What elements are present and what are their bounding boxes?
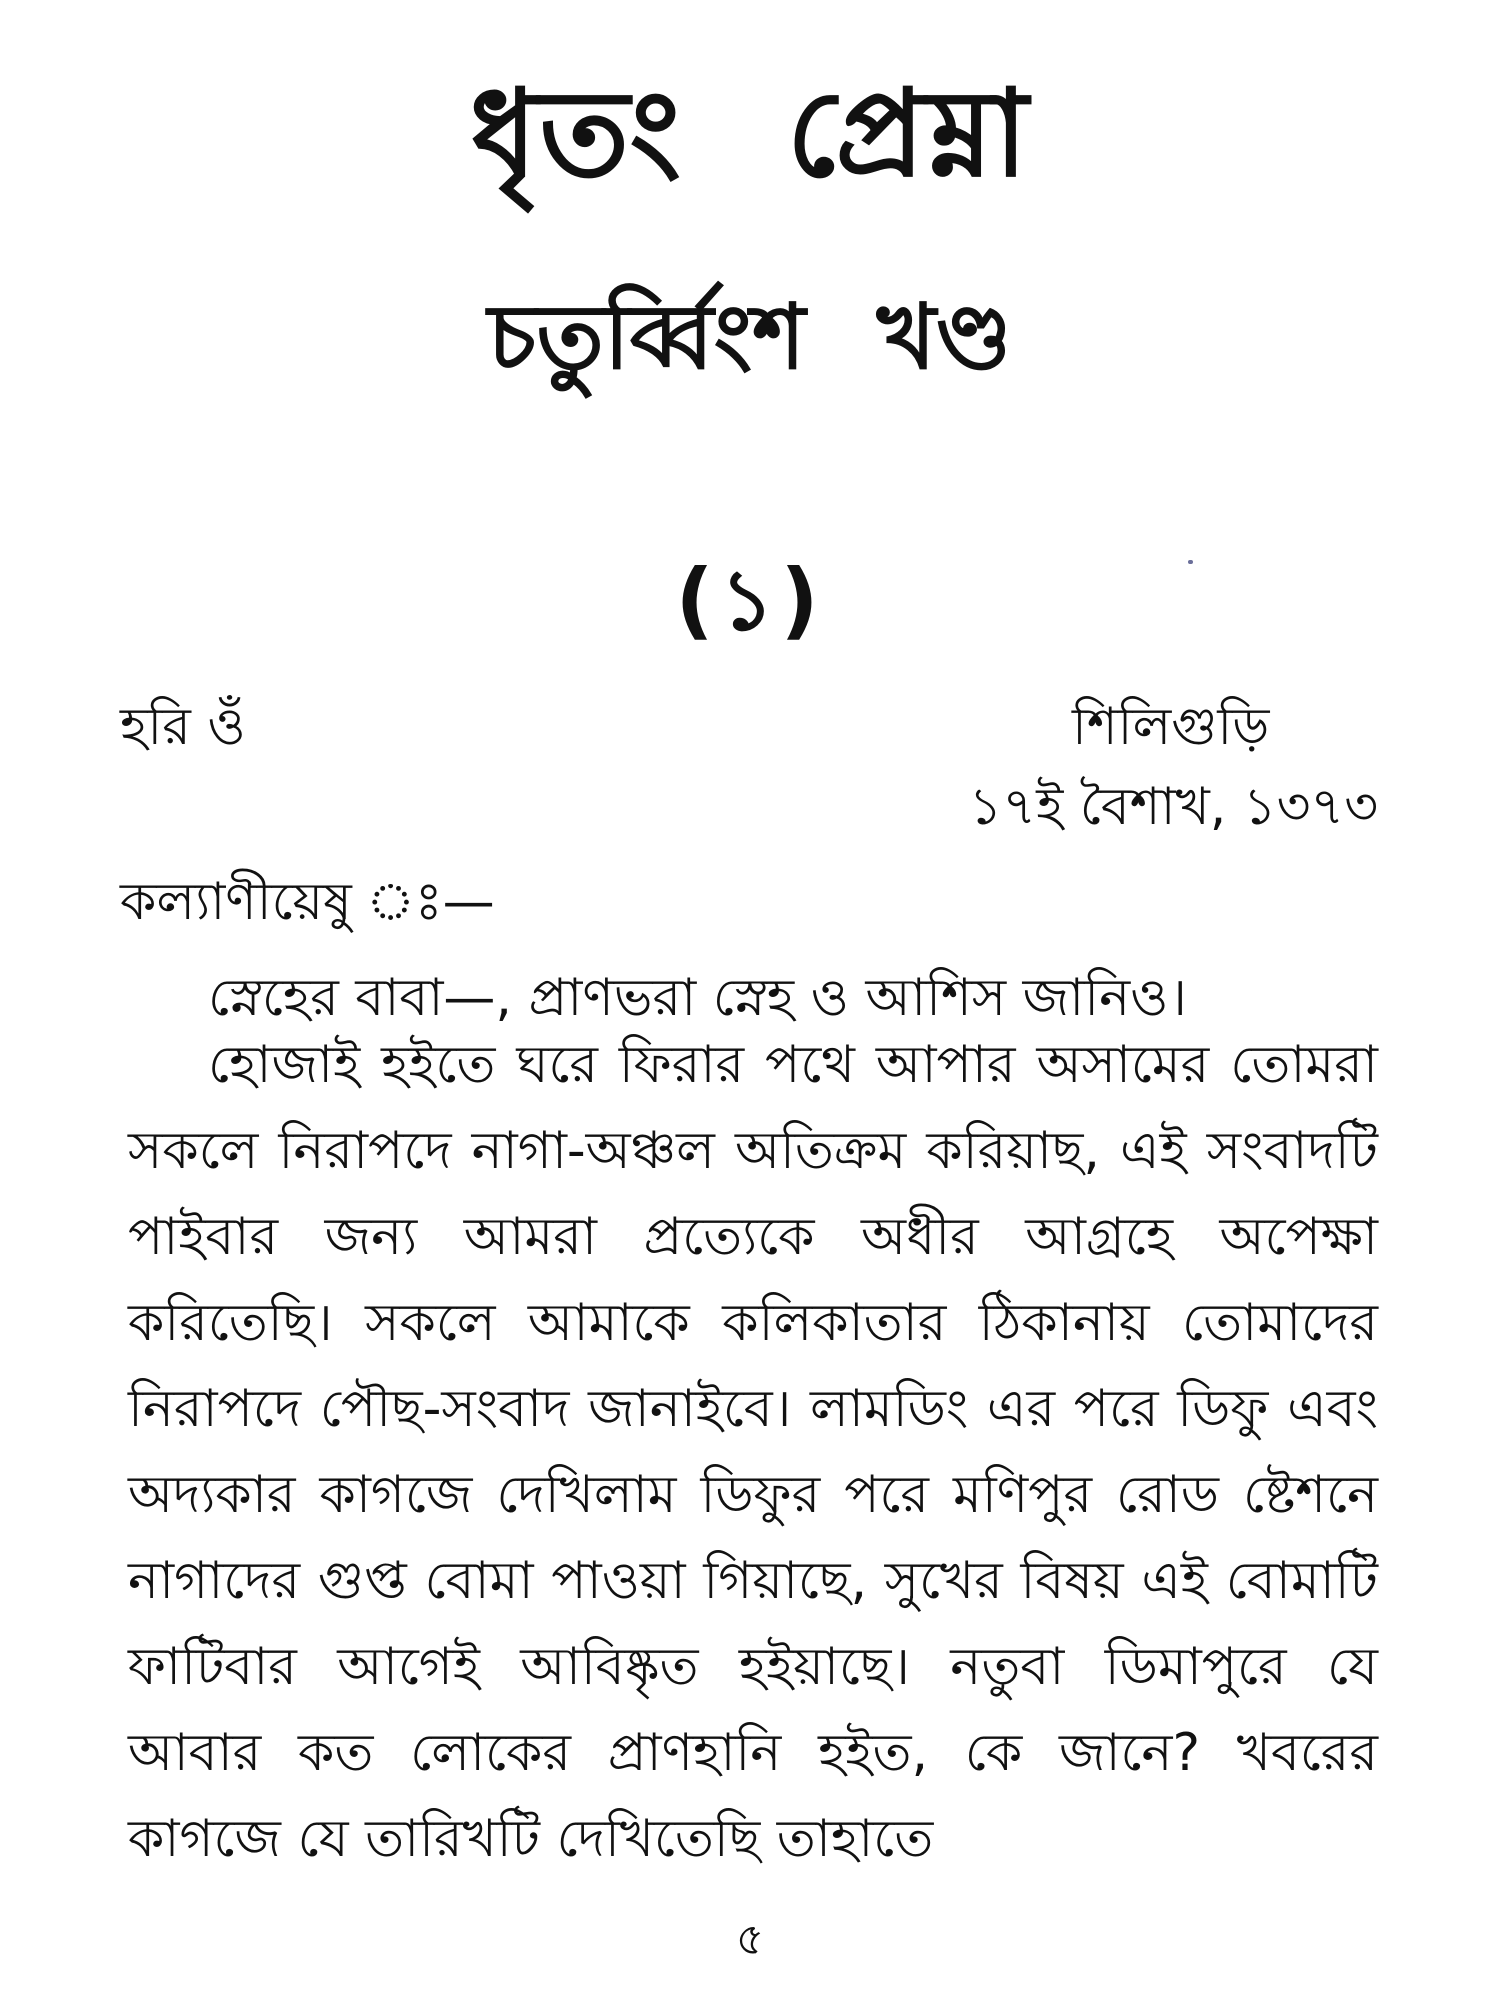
book-title: ধৃতং প্রেম্না (469, 65, 1031, 204)
ink-speck (1188, 560, 1193, 564)
letter-number: (১) (675, 551, 825, 649)
paragraph-greeting: স্নেহের বাবা—, প্রাণভরা স্নেহ ও আশিস জানিও। (208, 968, 1188, 1028)
volume-subtitle: চতুর্ব্বিংশ খণ্ড (487, 285, 1013, 390)
paragraph-body: হোজাই হইতে ঘরে ফিরার পথে আপার অসামের তোমরা সকলে নিরাপদে নাগা-অঞ্চল অতিক্রম করিয়াছ, এই সংবাদটি পাইবার জন্য আমরা প্রত্যেকে অধীর আগ্রহে অপেক্ষা করিতেছি। সকলে আমাকে কলিকাতার ঠিকানায় তোমাদের নিরাপদে পৌছ-সংবাদ জানাইবে। লামডিং এর পরে ডিফু এবং অদ্যকার কাগজে দেখিলাম ডিফুর পরে মণিপুর রোড ষ্টেশনে নাগাদের গুপ্ত বোমা পাওয়া গিয়াছে, সুখের বিষয় এই বোমাটি ফাটিবার আগেই আবিষ্কৃত হইয়াছে। নতুবা ডিমাপুরে যে আবার কত লোকের প্রাণহানি হইত, কে জানে? খবরের কাগজে যে তারিখটি দেখিতেছি তাহাতে (128, 1035, 1378, 1869)
addressee: কল্যাণীয়েষু ঃ— (120, 872, 495, 932)
letter-place: শিলিগুড়ি (1072, 697, 1270, 757)
page-number: ৫ (735, 1914, 765, 1965)
salutation: হরি ওঁ (120, 697, 246, 757)
letter-date: ১৭ই বৈশাখ, ১৩৭৩ (968, 777, 1378, 837)
